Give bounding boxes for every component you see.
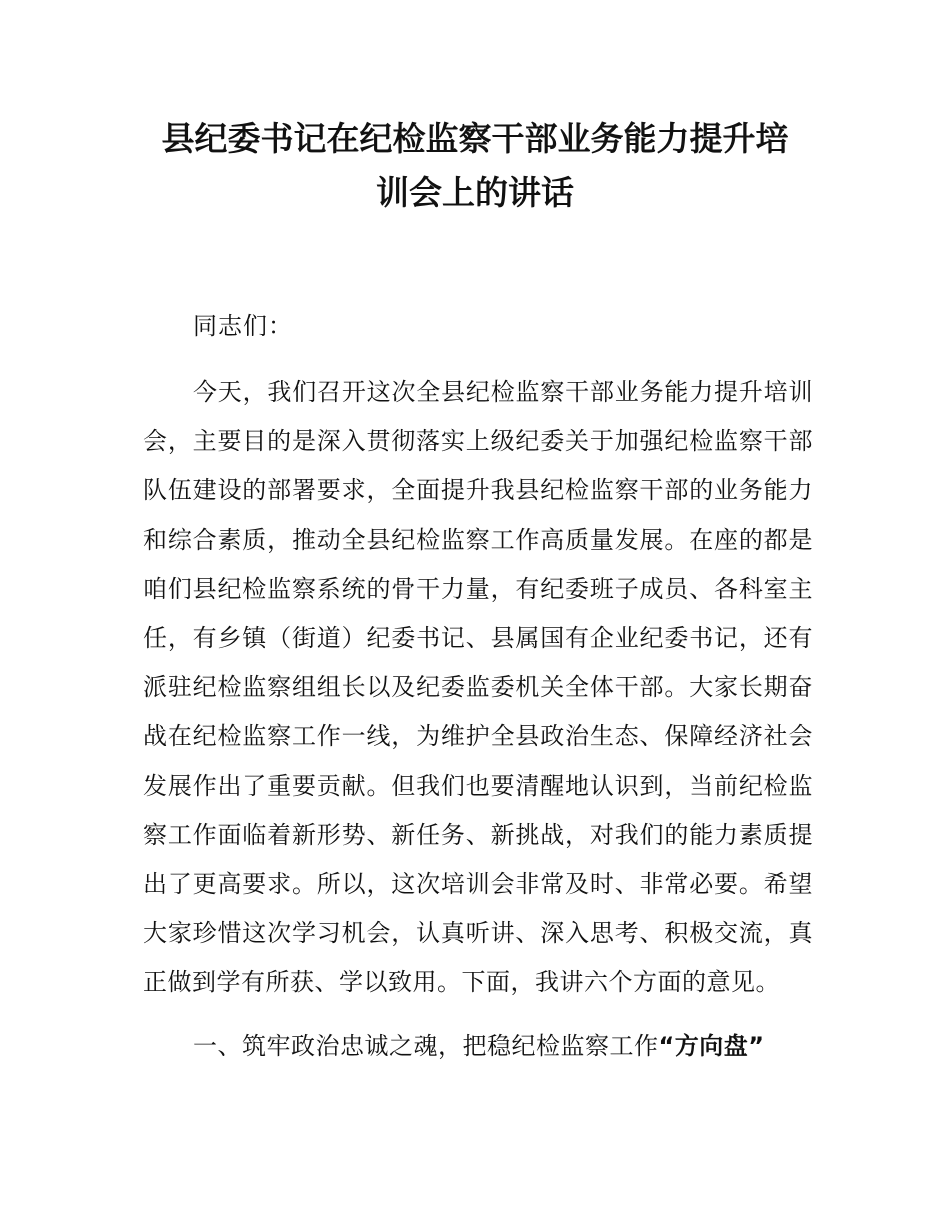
title-line-2: 训会上的讲话 [376,173,574,212]
document-title [120,112,830,220]
section-heading-text: 一、筑牢政治忠诚之魂，把稳纪检监察工作 [193,1032,659,1060]
section-heading-emphasis: “方向盘” [658,1032,765,1060]
title-line-1: 县纪委书记在纪检监察干部业务能力提升培 [161,119,789,158]
section-heading-1 [193,1026,765,1066]
salutation: 同志们： [193,312,293,340]
body-paragraph: 今天，我们召开这次全县纪检监察干部业务能力提升培训会，主要目的是深入贯彻落实上级纪委关于加强纪检监察干部队伍建设的部署要求，全面提升我县纪检监察干部的业务能力和综合素质，推动全县纪检监察工作高质量发展。在座的都是咱们县纪检监察系统的骨干力量，有纪委班子成员、各科室主任，有乡镇（街道）纪委书记、县属国有企业纪委书记，还有派驻纪检监察组组长以及纪委监委机关全体干部。大家长期奋战在纪检监察工作一线，为维护全县政治生态、保障经济社会发展作出了重要贡献。但我们也要清醒地认识到，当前纪检监察工作面临着新形势、新任务、新挑战，对我们的能力素质提出了更高要求。所以，这次培训会非常及时、非常必要。希望大家珍惜这次学习机会，认真听讲、深入思考、积极交流，真正做到学有所获、学以致用。下面，我讲六个方面的意见。 [143,378,813,997]
